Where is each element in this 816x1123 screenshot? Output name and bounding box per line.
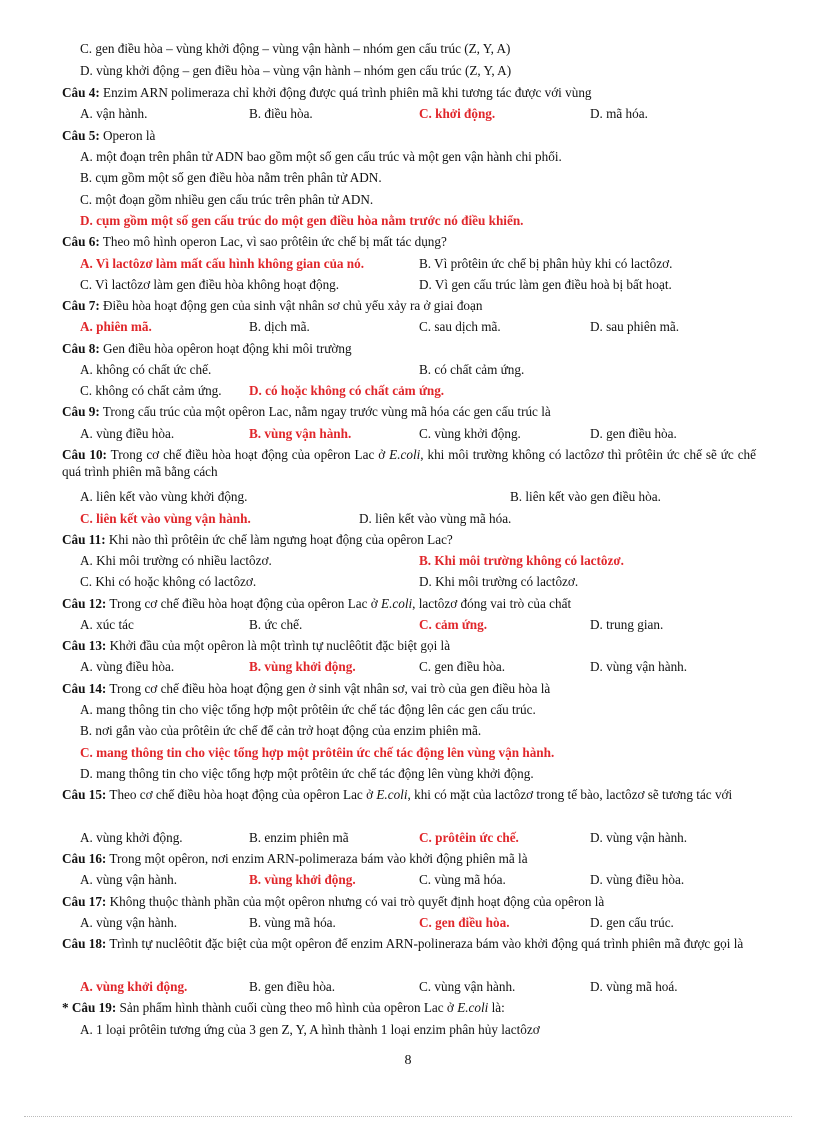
option-c-answer: C. gen điều hòa. bbox=[419, 915, 510, 930]
option-a: A. không có chất ức chế. bbox=[80, 362, 212, 377]
q13-options bbox=[80, 658, 780, 675]
question-label: Câu 16: bbox=[62, 851, 107, 866]
q6-options-row1 bbox=[80, 255, 780, 272]
q14-option-d: D. mang thông tin cho việc tổng hợp một prôtêin ức chế tác động lên vùng khởi động. bbox=[80, 766, 534, 781]
q8-options-row2 bbox=[80, 382, 780, 399]
option-d: D. vùng điều hòa. bbox=[590, 872, 685, 887]
question-11: Câu 11: Khi nào thì prôtêin ức chế làm ngưng hoạt động của opêron Lac? bbox=[62, 532, 453, 547]
option-d: D. Vì gen cấu trúc làm gen điều hoà bị bất hoạt. bbox=[419, 277, 672, 292]
option-d: D. mã hóa. bbox=[590, 106, 648, 121]
option-d: D. liên kết vào vùng mã hóa. bbox=[359, 511, 512, 526]
question-5: Câu 5: Operon là bbox=[62, 128, 156, 143]
option-b-answer: B. vùng khởi động. bbox=[249, 872, 356, 887]
q7-options bbox=[80, 318, 780, 335]
option-b: B. gen điều hòa. bbox=[249, 979, 336, 994]
question-label: Câu 4: bbox=[62, 85, 100, 100]
q11-options-row1 bbox=[80, 552, 780, 569]
option-b-answer: B. Khi môi trường không có lactôzơ. bbox=[419, 553, 624, 568]
question-10: Câu 10: Trong cơ chế điều hòa hoạt động của opêron Lac ở E.coli, khi môi trường không có lactôzơ thì prôtêin ức chế sẽ ức chế quá trình phiên mã bằng cách bbox=[62, 447, 757, 479]
option-c: C. sau dịch mã. bbox=[419, 319, 501, 334]
option-d: D. sau phiên mã. bbox=[590, 319, 679, 334]
option-b: B. enzim phiên mã bbox=[249, 830, 349, 845]
option-a: A. liên kết vào vùng khởi động. bbox=[80, 489, 248, 504]
option-c-answer: C. cảm ứng. bbox=[419, 617, 487, 632]
option-a-answer: A. Vì lactôzơ làm mất cấu hình không gian của nó. bbox=[80, 256, 365, 271]
question-9: Câu 9: Trong cấu trúc của một opêron Lac, nằm ngay trước vùng mã hóa các gen cấu trúc là bbox=[62, 404, 551, 419]
option-c: C. không có chất cảm ứng. bbox=[80, 383, 222, 398]
footer-divider bbox=[24, 1116, 792, 1117]
option-b: B. vùng mã hóa. bbox=[249, 915, 336, 930]
question-13: Câu 13: Khởi đầu của một opêron là một trình tự nuclêôtit đặc biệt gọi là bbox=[62, 638, 451, 653]
question-label: Câu 13: bbox=[62, 638, 107, 653]
option-d: D. vùng mã hoá. bbox=[590, 979, 678, 994]
page-number: 8 bbox=[404, 1053, 412, 1068]
q15-options bbox=[80, 829, 780, 846]
option-b: B. có chất cảm ứng. bbox=[419, 362, 525, 377]
question-label: Câu 19: bbox=[71, 1000, 117, 1015]
option-c-answer: C. prôtêin ức chế. bbox=[419, 830, 519, 845]
question-18: Câu 18: Trình tự nuclêôtit đặc biệt của một opêron để enzim ARN-polineraza bám vào khởi động quá trình phiên mã được gọi là bbox=[62, 936, 744, 951]
q14-option-c-answer: C. mang thông tin cho việc tổng hợp một prôtêin ức chế tác động lên vùng vận hành. bbox=[80, 745, 555, 760]
option-d: D. vùng vận hành. bbox=[590, 830, 688, 845]
question-label: Câu 12: bbox=[62, 596, 107, 611]
option-c: C. vùng khởi động. bbox=[419, 426, 521, 441]
q8-options-row1 bbox=[80, 361, 780, 378]
question-14: Câu 14: Trong cơ chế điều hòa hoạt động gen ở sinh vật nhân sơ, vai trò của gen điều hòa là bbox=[62, 681, 551, 696]
question-15: Câu 15: Theo cơ chế điều hòa hoạt động của opêron Lac ở E.coli, khi có mặt của lactôzơ trong tế bào, lactôzơ sẽ tương tác với bbox=[62, 787, 733, 802]
option-a: A. vùng điều hòa. bbox=[80, 659, 175, 674]
q4-options bbox=[80, 105, 780, 122]
q9-options bbox=[80, 425, 780, 442]
q18-options bbox=[80, 978, 780, 995]
option-d-answer: D. có hoặc không có chất cảm ứng. bbox=[249, 383, 445, 398]
question-16: Câu 16: Trong một opêron, nơi enzim ARN-polimeraza bám vào khởi động phiên mã là bbox=[62, 851, 528, 866]
question-7: Câu 7: Điều hòa hoạt động gen của sinh vật nhân sơ chủ yếu xảy ra ở giai đoạn bbox=[62, 298, 483, 313]
q10-options-row2 bbox=[80, 510, 780, 527]
q5-option-d-answer: D. cụm gồm một số gen cấu trúc do một gen điều hòa nằm trước nó điều khiển. bbox=[80, 213, 524, 228]
option-c: C. vùng vận hành. bbox=[419, 979, 516, 994]
option-a: A. vùng vận hành. bbox=[80, 915, 178, 930]
option-b: B. Vì prôtêin ức chế bị phân hủy khi có lactôzơ. bbox=[419, 256, 673, 271]
q5-option-c: C. một đoạn gồm nhiều gen cấu trúc trên phân tử ADN. bbox=[80, 192, 374, 207]
option-d: D. gen cấu trúc. bbox=[590, 915, 674, 930]
question-label: Câu 7: bbox=[62, 298, 100, 313]
question-label: Câu 9: bbox=[62, 404, 100, 419]
q19-option-a: A. 1 loại prôtêin tương ứng của 3 gen Z, Y, A hình thành 1 loại enzim phân hủy lactôzơ bbox=[80, 1022, 540, 1037]
option-a: A. xúc tác bbox=[80, 617, 134, 632]
option-a: A. vận hành. bbox=[80, 106, 148, 121]
option-b-answer: B. vùng khởi động. bbox=[249, 659, 356, 674]
q10-options-row1 bbox=[80, 488, 780, 505]
question-label: Câu 8: bbox=[62, 341, 100, 356]
option-c: C. vùng mã hóa. bbox=[419, 872, 506, 887]
question-19: * Câu 19: Sản phẩm hình thành cuối cùng theo mô hình của opêron Lac ở E.coli là: bbox=[62, 1000, 505, 1015]
question-label: Câu 17: bbox=[62, 894, 107, 909]
question-4: Câu 4: Enzim ARN polimeraza chỉ khởi động được quá trình phiên mã khi tương tác được với vùng bbox=[62, 85, 592, 100]
question-6: Câu 6: Theo mô hình operon Lac, vì sao prôtêin ức chế bị mất tác dụng? bbox=[62, 234, 447, 249]
question-label: Câu 15: bbox=[62, 787, 107, 802]
option-c: C. Khi có hoặc không có lactôzơ. bbox=[80, 574, 257, 589]
option-b: B. ức chế. bbox=[249, 617, 303, 632]
q14-option-a: A. mang thông tin cho việc tổng hợp một prôtêin ức chế tác động lên các gen cấu trúc. bbox=[80, 702, 536, 717]
question-label: Câu 14: bbox=[62, 681, 107, 696]
question-12: Câu 12: Trong cơ chế điều hòa hoạt động của opêron Lac ở E.coli, lactôzơ đóng vai trò của chất bbox=[62, 596, 572, 611]
question-label: Câu 18: bbox=[62, 936, 107, 951]
option-a-answer: A. phiên mã. bbox=[80, 319, 152, 334]
option-b: B. dịch mã. bbox=[249, 319, 310, 334]
option-a: A. vùng điều hòa. bbox=[80, 426, 175, 441]
question-label: Câu 6: bbox=[62, 234, 100, 249]
q5-option-b: B. cụm gồm một số gen điều hòa nằm trên phân tử ADN. bbox=[80, 170, 382, 185]
option-a: A. vùng vận hành. bbox=[80, 872, 178, 887]
option-d: D. gen điều hòa. bbox=[590, 426, 677, 441]
q6-options-row2 bbox=[80, 276, 780, 293]
q12-options bbox=[80, 616, 780, 633]
question-8: Câu 8: Gen điều hòa opêron hoạt động khi môi trường bbox=[62, 341, 352, 356]
question-17: Câu 17: Không thuộc thành phần của một opêron nhưng có vai trò quyết định hoạt động của opêron là bbox=[62, 894, 605, 909]
option-c: C. Vì lactôzơ làm gen điều hòa không hoạt động. bbox=[80, 277, 340, 292]
option-d: D. Khi môi trường có lactôzơ. bbox=[419, 574, 579, 589]
option-b-answer: B. vùng vận hành. bbox=[249, 426, 352, 441]
option-d: D. vùng vận hành. bbox=[590, 659, 688, 674]
option-b: B. liên kết vào gen điều hòa. bbox=[510, 489, 661, 504]
question-label: Câu 5: bbox=[62, 128, 100, 143]
option-a: A. vùng khởi động. bbox=[80, 830, 183, 845]
q5-option-a: A. một đoạn trên phân tử ADN bao gồm một số gen cấu trúc và một gen vận hành chi phối. bbox=[80, 149, 562, 164]
question-label: Câu 10: bbox=[62, 447, 107, 462]
question-label: Câu 11: bbox=[62, 532, 106, 547]
option-c: C. gen điều hòa. bbox=[419, 659, 506, 674]
option-b: B. điều hòa. bbox=[249, 106, 313, 121]
option-d: D. trung gian. bbox=[590, 617, 664, 632]
q14-option-b: B. nơi gắn vào của prôtêin ức chế để cản trở hoạt động của enzim phiên mã. bbox=[80, 723, 482, 738]
option-a: A. Khi môi trường có nhiều lactôzơ. bbox=[80, 553, 272, 568]
q16-options bbox=[80, 871, 780, 888]
option-c-answer: C. liên kết vào vùng vận hành. bbox=[80, 511, 251, 526]
q3-option-c: C. gen điều hòa – vùng khởi động – vùng vận hành – nhóm gen cấu trúc (Z, Y, A) bbox=[80, 41, 511, 56]
option-c-answer: C. khởi động. bbox=[419, 106, 496, 121]
q3-option-d: D. vùng khởi động – gen điều hòa – vùng vận hành – nhóm gen cấu trúc (Z, Y, A) bbox=[80, 63, 512, 78]
q11-options-row2 bbox=[80, 573, 780, 590]
q17-options bbox=[80, 914, 780, 931]
option-a-answer: A. vùng khởi động. bbox=[80, 979, 188, 994]
